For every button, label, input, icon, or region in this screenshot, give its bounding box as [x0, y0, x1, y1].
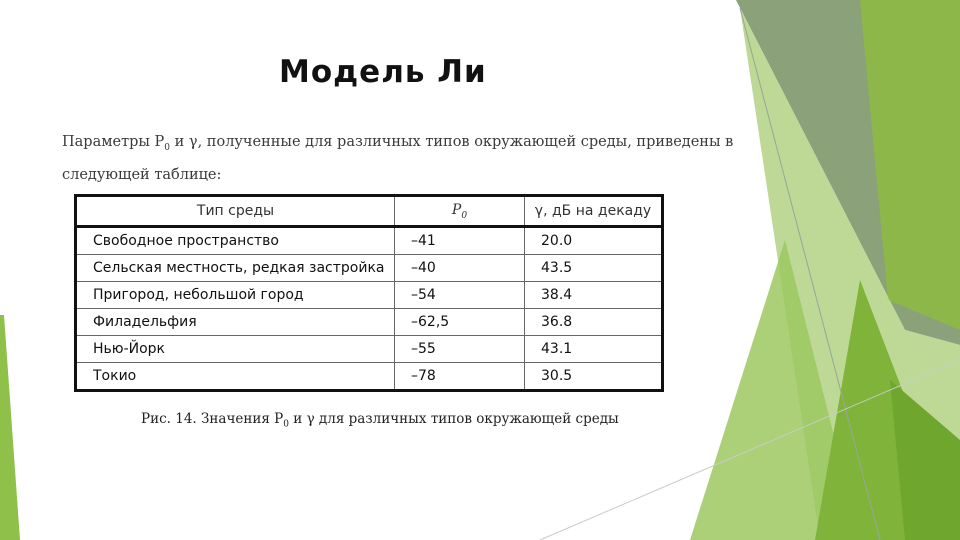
table-row [76, 336, 663, 363]
table-row [76, 363, 663, 391]
caption-text-1: Рис. 14. Значения P [141, 411, 284, 427]
cell-env: Нью-Йорк [76, 336, 395, 363]
intro-text-1: Параметры P [62, 134, 165, 150]
cell-gamma: 36.8 [525, 309, 663, 336]
intro-paragraph [62, 129, 752, 189]
cell-env: Свободное пространство [76, 227, 395, 255]
cell-gamma: 43.1 [525, 336, 663, 363]
cell-p0: –54 [395, 282, 525, 309]
cell-gamma: 38.4 [525, 282, 663, 309]
table-row [76, 282, 663, 309]
table-container [74, 194, 664, 392]
header-p0 [395, 196, 525, 227]
cell-env: Сельская местность, редкая застройка [76, 255, 395, 282]
cell-p0: –55 [395, 336, 525, 363]
cell-env: Пригород, небольшой город [76, 282, 395, 309]
cell-env: Филадельфия [76, 309, 395, 336]
cell-gamma: 43.5 [525, 255, 663, 282]
parameters-table [74, 194, 664, 392]
header-env: Тип среды [76, 196, 395, 227]
intro-text-2: и γ, полученные для различных типов окружающей среды, приведены в следующей таблице: [62, 134, 734, 183]
cell-p0: –41 [395, 227, 525, 255]
page-title: Модель Ли [279, 54, 487, 90]
cell-p0: –40 [395, 255, 525, 282]
table-header-row [76, 196, 663, 227]
header-gamma: γ, дБ на декаду [525, 196, 663, 227]
table-row [76, 227, 663, 255]
caption-text-2: и γ для различных типов окружающей среды [288, 411, 619, 427]
cell-p0: –78 [395, 363, 525, 391]
caption-subscript: 0 [283, 419, 289, 430]
cell-gamma: 20.0 [525, 227, 663, 255]
table-row [76, 255, 663, 282]
cell-gamma: 30.5 [525, 363, 663, 391]
intro-subscript: 0 [164, 142, 171, 153]
cell-p0: –62,5 [395, 309, 525, 336]
cell-env: Токио [76, 363, 395, 391]
header-p0-sub: 0 [461, 210, 468, 221]
table-row [76, 309, 663, 336]
header-p0-base: P [451, 201, 462, 218]
left-green-sliver [0, 315, 20, 540]
figure-caption [141, 411, 619, 430]
